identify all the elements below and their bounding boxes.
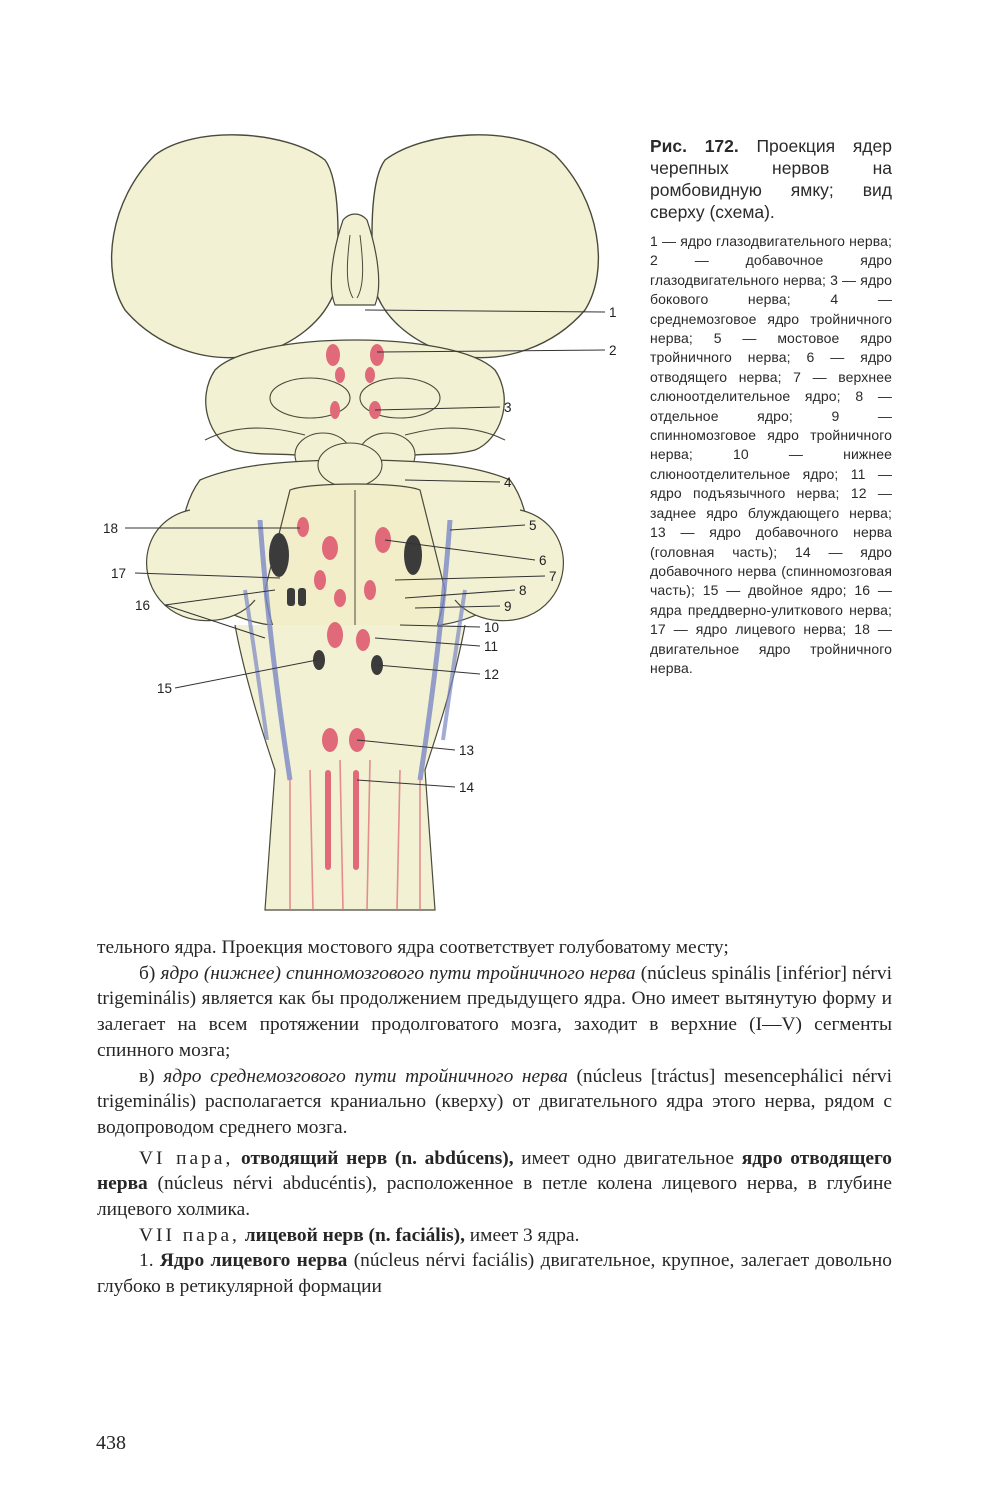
facial-nerve: лицевой нерв (n. faciális), xyxy=(244,1224,465,1246)
facial-nucleus: Ядро лицевого нерва xyxy=(159,1250,348,1272)
paragraph-6: 1. Ядро лицевого нерва (núcleus nérvi faciális) двигательное, крупное, залегает довольно глубоко в ретикулярной формации xyxy=(97,1250,892,1298)
caption-title xyxy=(650,135,892,223)
figure-label-7: 7 xyxy=(549,569,557,584)
figure-label-4: 4 xyxy=(504,475,512,490)
figure-label-17: 17 xyxy=(111,566,127,581)
figure-label-9: 9 xyxy=(504,599,512,614)
abducens-nerve: отводящий нерв (n. abdúcens), xyxy=(241,1147,514,1169)
figure-label-1: 1 xyxy=(609,305,617,320)
figure-caption xyxy=(650,135,892,678)
term-spinal-nucleus: ядро (нижнее) спинномозгового пути тройничного нерва xyxy=(160,962,636,984)
abducens-nucleus: ядро отводящего нерва xyxy=(97,1147,892,1195)
paragraph-1: тельного ядра. Проекция мостового ядра соответствует голубоватому месту; xyxy=(97,937,729,958)
page-number: 438 xyxy=(96,1432,126,1454)
brainstem-diagram xyxy=(95,120,615,910)
figure-label-16: 16 xyxy=(135,598,151,613)
figure-label-8: 8 xyxy=(519,583,527,598)
paragraph-5: VII пара, лицевой нерв (n. faciális), имеет 3 ядра. xyxy=(139,1224,580,1246)
figure-number: Рис. 172. xyxy=(650,136,739,156)
figure-label-18: 18 xyxy=(103,521,119,536)
figure-label-12: 12 xyxy=(484,667,500,682)
paragraph-2: б) ядро (нижнее) спинномозгового пути тройничного нерва (núcleus spinális [inférior] nérvi trigeminális) является как бы продолжением предыдущего ядра. Оно имеет вытянутую форму и залегает на всем протяжении продолговатого мозга, заходит в верхние (I—V) сегменты спинного мозга; xyxy=(97,962,892,1061)
paragraph-4: VI пара, отводящий нерв (n. abdúcens), имеет одно двигательное ядро отводящего нерва (núcleus nérvi abducéntis), расположенное в петле колена лицевого нерва, в глубине лицевого холмика. xyxy=(97,1147,892,1221)
brainstem-figure xyxy=(95,120,615,910)
midbrain xyxy=(206,340,505,460)
caption-legend: 1 — ядро глазодвигательного нерва; 2 — добавочное ядро глазодвигательного нерва; 3 — ядро бокового нерва; 4 — среднемозговое ядро тройничного нерва; 5 — мостовое ядро тройничного нерва; 6 — ядро отводящего нерва; 7 — верхнее слюноотделительное ядро; 8 — отдельное ядро; 9 — спинномозговое ядро тройничного нерва; 10 — нижнее слюноотделительное ядро; 11 — ядро подъязычного нерва; 12 — заднее ядро блуждающего нерва; 13 — ядро добавочного нерва (головная часть); 14 — ядро добавочного нерва (спинномозговая часть); 15 — двойное ядро; 16 — ядра преддверно-улиткового нерва; 17 — ядро лицевого нерва; 18 — двигательное ядро тройничного нерва. xyxy=(650,233,892,676)
medulla xyxy=(235,625,465,910)
paragraph-3: в) ядро среднемозгового пути тройничного нерва (núcleus [tráctus] mesencephálici nérvi trigeminális) располагается краниально (кверху) от двигательного ядра этого нерва, рядом с водопроводом среднего мозга. xyxy=(97,1065,892,1138)
figure-label-6: 6 xyxy=(539,553,547,568)
figure-label-2: 2 xyxy=(609,343,617,358)
figure-label-15: 15 xyxy=(157,681,173,696)
figure-label-11: 11 xyxy=(484,639,499,654)
caption-title-text: Проекция ядер черепных нервов на ромбовидную ямку; вид сверху (схема). xyxy=(650,136,892,222)
figure-label-5: 5 xyxy=(529,518,537,533)
body-text xyxy=(97,935,892,1300)
figure-label-10: 10 xyxy=(484,620,500,635)
figure-label-13: 13 xyxy=(459,743,475,758)
right-hemisphere xyxy=(372,135,598,358)
figure-label-14: 14 xyxy=(459,780,475,795)
term-mesencephalic-nucleus: ядро среднемозгового пути тройничного нерва xyxy=(163,1065,568,1087)
left-hemisphere xyxy=(112,135,338,358)
figure-label-3: 3 xyxy=(504,400,512,415)
